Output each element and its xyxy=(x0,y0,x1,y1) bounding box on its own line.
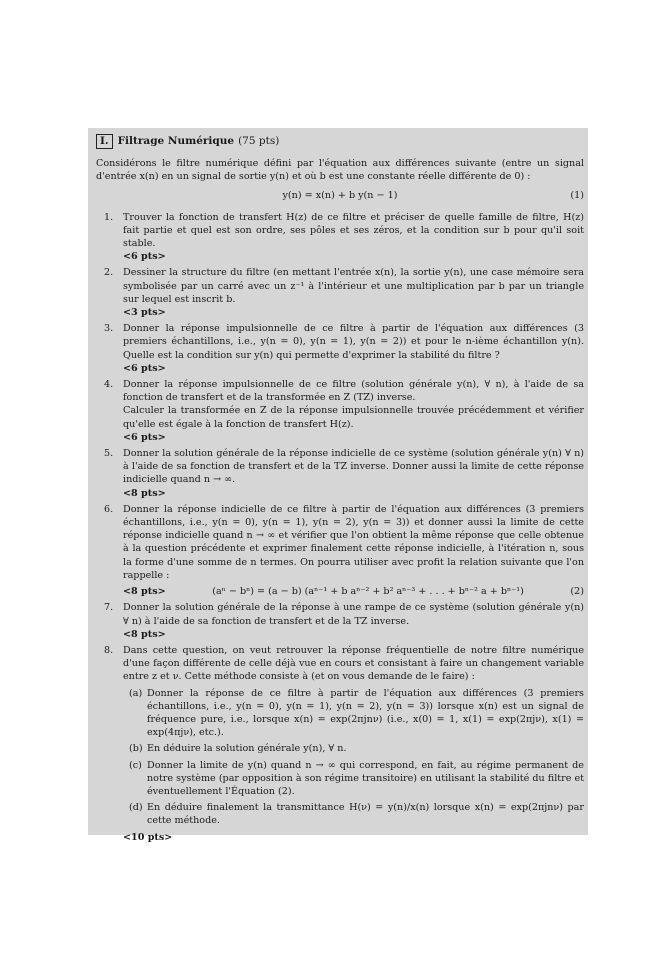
question-list xyxy=(96,211,584,828)
question-points: <8 pts> xyxy=(123,628,166,640)
question-points: <3 pts> xyxy=(123,307,166,319)
question-item: 7. Donner la solution générale de la réponse à une rampe de ce système (solution générale y(n) ∀ n) à l'aide de sa fonction de transfert et de la TZ inverse. <8 pts> xyxy=(104,602,584,640)
subquestion-list xyxy=(123,687,584,828)
question-text-continued: Calculer la transformée en Z de la réponse impulsionnelle trouvée précédemment et vérifier qu'elle est égale à la fonction de transfert H(z). xyxy=(123,405,584,430)
equation-2-number: (2) xyxy=(570,586,584,598)
question-text: Donner la solution générale de la réponse indicielle de ce système (solution générale y(n) ∀ n) à l'aide de sa fonction de transfert et de la TZ inverse. Donner aussi la limite de cette réponse indicielle quand n → ∞. xyxy=(123,448,584,486)
exam-content xyxy=(96,134,584,844)
question-item: 4. Donner la réponse impulsionnelle de ce filtre (solution générale y(n), ∀ n), à l'aide de sa fonction de transfert et de la transformée en Z (TZ) inverse. Calculer la transformée en Z de la réponse impulsionnelle trouvée précédemment et vérifier qu'elle est égale à la fonction de transfert H(z). <6 pts> xyxy=(104,379,584,443)
intro-paragraph: Considérons le filtre numérique défini par l'équation aux différences suivante (entre un signal d'entrée x(n) en un signal de sortie y(n) et où b est une constante réelle différente de 0) : xyxy=(96,158,584,183)
question-text: Donner la réponse impulsionnelle de ce filtre à partir de l'équation aux différences (3 premiers échantillons, i.e., y(n = 0), y(n = 1), y(n = 2)) et pour le n-ième échantillon y(n). Quelle est la condition sur y(n) qui permette d'exprimer la stabilité du filtre ? xyxy=(123,323,584,361)
question-points: <6 pts> xyxy=(123,362,166,374)
subquestion-text: En déduire finalement la transmittance H(ν) = y(n)/x(n) lorsque x(n) = exp(2πjnν) par cette méthode. xyxy=(147,802,584,827)
equation-2-formula: (aⁿ − bⁿ) = (a − b) (aⁿ⁻¹ + b aⁿ⁻² + b² aⁿ⁻³ + . . . + bⁿ⁻² a + bⁿ⁻¹) xyxy=(212,586,524,598)
question-text: Dans cette question, on veut retrouver la réponse fréquentielle de notre filtre numérique d'une façon différente de celle déjà vue en cours et consistant à faire un changement variable entre z et ν. Cette méthode consiste à (et on vous demande de le faire) : xyxy=(123,644,584,683)
question-text: Donner la solution générale de la réponse à une rampe de ce système (solution générale y(n) ∀ n) à l'aide de sa fonction de transfert et de la TZ inverse. xyxy=(123,602,584,627)
question-points: <6 pts> xyxy=(123,251,166,263)
subquestion-item: (c) Donner la limite de y(n) quand n → ∞ qui correspond, en fait, au régime permanent de notre système (par opposition à son régime transitoire) en utilisant la stabilité du filtre et éventuellement l'Équation (2). xyxy=(129,759,584,797)
section-number: I. xyxy=(96,134,113,149)
question-points: <8 pts> xyxy=(123,487,166,499)
question-item: 1. Trouver la fonction de transfert H(z) de ce filtre et préciser de quelle famille de filtre, H(z) fait partie et quel est son ordre, ses pôles et ses zéros, et la condition sur b pour qu'il soit stable. <6 pts> xyxy=(104,211,584,263)
question-points: <6 pts> xyxy=(123,431,166,443)
section-header xyxy=(96,134,584,149)
question-text: Donner la réponse impulsionnelle de ce filtre (solution générale y(n), ∀ n), à l'aide de sa fonction de transfert et de la transformée en Z (TZ) inverse. xyxy=(123,379,584,404)
subquestion-text: Donner la limite de y(n) quand n → ∞ qui correspond, en fait, au régime permanent de notre système (par opposition à son régime transitoire) en utilisant la stabilité du filtre et éventuellement l'Équation (2). xyxy=(147,759,584,797)
equation-1-formula: y(n) = x(n) + b y(n − 1) xyxy=(282,190,398,202)
equation-1 xyxy=(96,189,584,202)
equation-1-number: (1) xyxy=(570,190,584,202)
subquestion-text: Donner la réponse de ce filtre à partir de l'équation aux différences (3 premiers échantillons, i.e., y(n = 0), y(n = 1), y(n = 2), y(n = 3)) lorsque x(n) est un signal de fréquence pure, i.e., lorsque x(n) = exp(2πjnν) (i.e., x(0) = 1, x(1) = exp(2πjν), x(1) = exp(4πjν), etc.). xyxy=(147,687,584,739)
section-title: Filtrage Numérique xyxy=(117,134,235,147)
question-item: 6. Donner la réponse indicielle de ce filtre à partir de l'équation aux différences (3 premiers échantillons, i.e., y(n = 0), y(n = 1), y(n = 2), y(n = 3)) et donner aussi la limite de cette réponse indicielle quand n → ∞ et vérifier que l'on obtient la même réponse que celle obtenue à la question précédente et exprimer finalement cette réponse indicielle, à l'itération n, sous la forme d'une somme de n termes. On pourra utiliser avec profit la relation suivante que l'on rappelle : <8 pts> (aⁿ − bⁿ) = (a − b) (aⁿ⁻¹ + b aⁿ⁻² + b² aⁿ⁻³ + . . . + bⁿ⁻² a + bⁿ⁻¹) (2) xyxy=(104,503,584,598)
equation-2 xyxy=(123,585,584,598)
subquestion-text: En déduire la solution générale y(n), ∀ n. xyxy=(147,743,347,755)
subquestion-item: (b) En déduire la solution générale y(n), ∀ n. xyxy=(123,742,584,755)
question-item: 5. Donner la solution générale de la réponse indicielle de ce système (solution générale y(n) ∀ n) à l'aide de sa fonction de transfert et de la TZ inverse. Donner aussi la limite de cette réponse indicielle quand n → ∞. <8 pts> xyxy=(104,448,584,499)
question-text: Trouver la fonction de transfert H(z) de ce filtre et préciser de quelle famille de filtre, H(z) fait partie et quel est son ordre, ses pôles et ses zéros, et la condition sur b pour qu'il soit stable. xyxy=(123,211,584,250)
question-text: Donner la réponse indicielle de ce filtre à partir de l'équation aux différences (3 premiers échantillons, i.e., y(n = 0), y(n = 1), y(n = 2), y(n = 3)) et donner aussi la limite de cette réponse indicielle quand n → ∞ et vérifier que l'on obtient la même réponse que celle obtenue à la question précédente et exprimer finalement cette réponse indicielle, à l'itération n, sous la forme d'une somme de n termes. On pourra utiliser avec profit la relation suivante que l'on rappelle : xyxy=(123,503,584,581)
question-text: Dessiner la structure du filtre (en mettant l'entrée x(n), la sortie y(n), une case mémoire sera symbolisée par un carré avec un z⁻¹ à l'intérieur et une multiplication par b par un triangle sur lequel est inscrit b. xyxy=(123,267,584,305)
question-item: 3. Donner la réponse impulsionnelle de ce filtre à partir de l'équation aux différences (3 premiers échantillons, i.e., y(n = 0), y(n = 1), y(n = 2)) et pour le n-ième échantillon y(n). Quelle est la condition sur y(n) qui permette d'exprimer la stabilité du filtre ? <6 pts> xyxy=(104,323,584,374)
subquestion-item: (a) Donner la réponse de ce filtre à partir de l'équation aux différences (3 premiers échantillons, i.e., y(n = 0), y(n = 1), y(n = 2), y(n = 3)) lorsque x(n) est un signal de fréquence pure, i.e., lorsque x(n) = exp(2πjnν) (i.e., x(0) = 1, x(1) = exp(2πjν), x(1) = exp(4πjν), etc.). xyxy=(129,687,584,739)
section-points: (75 pts) xyxy=(238,134,280,147)
subquestion-item: (d) En déduire finalement la transmittance H(ν) = y(n)/x(n) lorsque x(n) = exp(2πjnν) par cette méthode. xyxy=(129,802,584,827)
question-item: 8. Dans cette question, on veut retrouver la réponse fréquentielle de notre filtre numérique d'une façon différente de celle déjà vue en cours et consistant à faire un changement variable entre z et ν. Cette méthode consiste à (et on vous demande de le faire) : (a) Donner la réponse de ce filtre à partir de l'équation aux différences (3 premiers échantillons, i.e., y(n = 0), y(n = 1), y(n = 2), y(n = 3)) lorsque x(n) est un signal de fréquence pure, i.e., lorsque x(n) = exp(2πjnν) (i.e., x(0) = 1, x(1) = exp(2πjν), x(1) = exp(4πjν), etc.). (b) En déduire la solution générale y(n), ∀ n. (c) Donner la limite de y(n) quand n → ∞ qui correspond, en fait, au régime permanent de notre système (par opposition à son régime transitoire) en utilisant la stabilité du filtre et éventuellement l'Équation (2). (d) En déduire finalement la transmittance H(ν) = y(n)/x(n) lorsque x(n) = exp(2πjnν) par cette méthode. xyxy=(104,644,584,827)
question-points: <8 pts> xyxy=(123,586,166,598)
question-item: 2. Dessiner la structure du filtre (en mettant l'entrée x(n), la sortie y(n), une case mémoire sera symbolisée par un carré avec un z⁻¹ à l'intérieur et une multiplication par b par un triangle sur lequel est inscrit b. <3 pts> xyxy=(104,267,584,319)
final-points: <10 pts> xyxy=(123,831,173,843)
